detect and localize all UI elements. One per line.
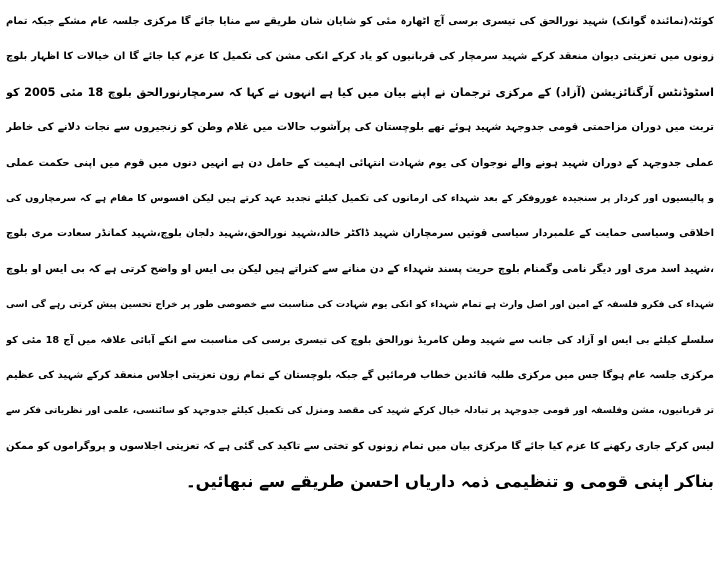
article-line-8: ،شہید اسد مری اور دیگر نامی وگمنام بلوچ حریت پسند شہداء کے دن منانے سے کتراتے ہیں لیکن بی ایس او واضح کرتی ہے کہ بی ایس او بلوچ [6, 262, 714, 275]
article-line-7: اخلاقی وسیاسی حمایت کے علمبردار سیاسی قوتیں سرمچاران شہید ڈاکٹر خالد،شہید نورالحق،شہید دلجان بلوچ،شہید کمانڈر سعادت مری بلوچ [6, 228, 714, 240]
article-line-9: شہداء کی فکرو فلسفہ کے امین اور اصل وارث ہے تمام شہداء کو انکی یوم شہادت کی مناسبت سے خصوصی طور پر خراج تحسین پیش کرتی رہے گی اسی [6, 299, 714, 311]
article-line-3: اسٹوڈنٹس آرگنائزیشن (آزاد) کے مرکزی ترجمان نے اپنے بیان میں کیا ہے انہوں نے کہا کہ سرمچارنورالحق بلوچ 18 مئی 2005 کو [6, 85, 714, 99]
article-line-5: عملی جدوجہد کے دوران شہید ہونے والے نوجوان کی یوم شہادت انتہائی اہمیت کے حامل دن ہے انہیں دنوں میں قوم میں اپنی حکمت عملی [6, 156, 714, 169]
article-line-2: زونوں میں تعزیتی دیوان منعقد کرکے شہید سرمچار کی قربانیوں کو یاد کرکے انکی مشن کی تکمیل کا عزم کیا جائے گا ان خیالات کا اظہار بلوچ [6, 51, 714, 63]
article-line-13: لیس کرکے جاری رکھنے کا عزم کیا جائے گا مرکزی بیان میں تمام زونوں کو تختی سے تاکید کی گئی ہے کہ تعزیتی اجلاسوں و پروگراموں کو ممکن [6, 440, 714, 452]
article-line-11: مرکزی جلسہ عام ہوگا جس میں مرکزی طلبہ قائدین خطاب فرمائیں گے جبکہ بلوچستان کے تمام زون تعزیتی اجلاس منعقد کرکے شہید کی عظیم [6, 369, 714, 381]
article-line-4: تربت میں دوران مزاحمتی قومی جدوجہد شہید ہوئے تھے بلوچستان کی پرآشوب حالات میں غلام وطن کو زنجیروں سے نجات دلانے کی خاطر [6, 121, 714, 134]
article-line-1: کوئٹہ(نمائندہ گوانک) شہید نورالحق کی تیسری برسی آج اٹھارہ مئی کو شایان شان طریقے سے منایا جائے گا مرکزی جلسہ عام مشکے جبکہ تمام [6, 16, 714, 27]
article-line-10: سلسلے کیلئے بی ایس او آزاد کی جانب سے شہید وطن کامریڈ نورالحق بلوچ کی تیسری برسی کی مناسبت سے انکے آبائی علاقہ میں آج 18 مئی کو [6, 334, 714, 346]
article-line-6: و پالیسیوں اور کردار پر سنجیدہ غوروفکر کے بعد شہداء کی ارمانوں کی تکمیل کیلئے تجدید عہد کرتے ہیں لیکن افسوس کا مقام ہے کہ سرمچاروں کی [6, 192, 714, 204]
article-line-12: تر قربانیوں، مشن وفلسفہ اور قومی جدوجہد پر تبادلہ خیال کرکے شہید کی مقصد ومنزل کی تکمیل کیلئے جدوجہد کو سائنسی، علمی اور نظریاتی فکر سے [6, 405, 714, 417]
news-article-body [6, 4, 714, 499]
article-line-14: بناکر اپنی قومی و تنظیمی ذمہ داریاں احسن طریقے سے نبھائیں۔ [185, 472, 714, 492]
